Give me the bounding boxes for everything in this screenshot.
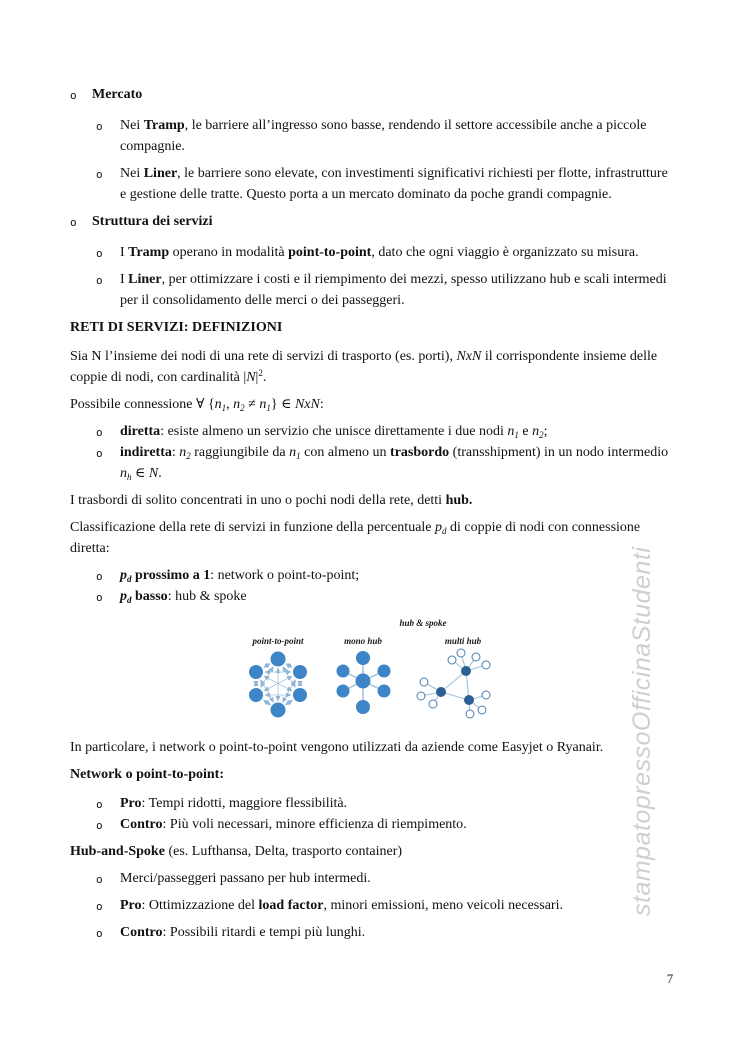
text-run: ≠ (244, 397, 260, 412)
text-flow-top (70, 84, 677, 607)
bullet-item-level2 (96, 242, 672, 263)
text-run: n (214, 397, 222, 412)
text-run: n (259, 397, 267, 412)
text-run: 2 (258, 368, 263, 378)
text-run: , le barriere all’ingresso sono basse, rendendo il settore accessibile anche a piccole compagnie. (120, 118, 647, 154)
text-run: Tramp (143, 118, 185, 133)
point-to-point-label: point-to-point (252, 636, 304, 646)
text-run: Hub-and-Spoke (70, 844, 165, 859)
text-run: Pro (120, 898, 142, 913)
text-flow-bottom (70, 737, 677, 943)
text-run: e (518, 424, 533, 439)
text-run: 1 (266, 403, 271, 413)
hub-and-spoke-group-label: hub & spoke (399, 618, 447, 628)
text-run: Contro (120, 817, 163, 832)
mono-hub-network (337, 651, 391, 714)
bullet-marker: o (96, 819, 103, 832)
text-run: n (289, 445, 297, 460)
text-run: Merci/passeggeri passano per hub intermedi. (120, 871, 371, 886)
text-run: basso (131, 589, 168, 604)
text-run: d (442, 526, 447, 536)
text-run: : hub & spoke (167, 589, 247, 604)
text-run: Nei (120, 118, 144, 133)
text-run: Mercato (92, 87, 143, 102)
multi-hub-label: multi hub (444, 636, 482, 646)
text-run: d (127, 595, 132, 605)
text-run: point-to-point (288, 245, 372, 260)
text-run: : network o point-to-point; (210, 568, 360, 583)
bullet-marker: o (96, 120, 103, 133)
text-run: 2 (539, 430, 544, 440)
paragraph (70, 737, 677, 758)
bullet-marker: o (96, 927, 103, 940)
text-run: : Più voli necessari, minore efficienza di riempimento. (162, 817, 467, 832)
network-types-figure (237, 613, 527, 731)
bullet-marker: o (96, 570, 103, 583)
text-run: n (179, 445, 187, 460)
text-run: hub. (445, 493, 473, 508)
bullet-item-level2 (96, 163, 672, 205)
text-run: : esiste almeno un servizio che unisce direttamente i due nodi (160, 424, 508, 439)
text-run: d (127, 574, 132, 584)
text-run: 1 (296, 451, 301, 461)
text-run: ; (543, 424, 548, 439)
text-run: : (319, 397, 324, 412)
text-run: I (120, 272, 129, 287)
bullet-marker: o (96, 426, 103, 439)
text-run: , dato che ogni viaggio è organizzato su misura. (371, 245, 639, 260)
text-run: p (435, 520, 443, 535)
text-run: n (532, 424, 540, 439)
text-run: , le barriere sono elevate, con investimenti significativi richiesti per flotte, infrastrutture e gestione delle tratte. Questo porta a un mercato dominato da poche grandi compagnie. (120, 166, 668, 202)
text-run: raggiungibile da (190, 445, 290, 460)
section-heading (70, 764, 677, 785)
bullet-item-level2 (96, 269, 672, 311)
text-run: prossimo a 1 (131, 568, 211, 583)
bullet-marker: o (70, 89, 77, 102)
document-body (70, 84, 677, 949)
text-run: p (120, 589, 127, 604)
bullet-item-level2 (96, 895, 672, 916)
text-run: Sia N l’insieme dei nodi di una rete di servizi di trasporto (es. porti), (70, 349, 457, 364)
text-run: Possibile connessione ∀ { (70, 397, 215, 412)
text-run: : Possibili ritardi e tempi più lunghi. (162, 925, 366, 940)
bullet-item-level2 (96, 586, 672, 607)
paragraph (70, 490, 677, 511)
multi-hub-hubs (436, 666, 474, 705)
text-run: di coppie di nodi con connessione diretta: (70, 520, 641, 556)
text-run: 2 (240, 403, 245, 413)
text-run: diretta (120, 424, 161, 439)
text-run: In particolare, i network o point-to-point vengono utilizzati da aziende come Easyjet o Ryanair. (70, 740, 604, 755)
bullet-item-level2 (96, 442, 672, 484)
text-run: RETI DI SERVIZI: DEFINIZIONI (70, 320, 283, 335)
text-run: I (120, 245, 129, 260)
watermark-text: stampatopressoOfficinaStudenti (628, 546, 656, 916)
text-run: 1 (221, 403, 227, 413)
text-run: il corrispondente insieme delle coppie di nodi, con cardinalità | (70, 349, 658, 385)
bullet-marker: o (96, 798, 103, 811)
bullet-item-level2 (96, 814, 672, 835)
multi-hub-network (417, 649, 490, 718)
text-run: . (158, 466, 162, 481)
text-run: indiretta (120, 445, 172, 460)
text-run: | (255, 370, 259, 385)
bullet-item-level1 (70, 211, 677, 232)
network-types-diagram (237, 613, 527, 731)
bullet-marker: o (96, 591, 103, 604)
text-run: trasbordo (390, 445, 450, 460)
text-run: con almeno un (300, 445, 391, 460)
bullet-marker: o (96, 247, 103, 260)
text-run: . (262, 370, 267, 385)
text-run: , minori emissioni, meno veicoli necessari. (323, 898, 563, 913)
page-number: 7 (666, 971, 674, 986)
text-run: NxN (294, 397, 320, 412)
text-run: : Tempi ridotti, maggiore flessibilità. (141, 796, 348, 811)
point-to-point-network (249, 652, 307, 718)
bullet-item-level1 (70, 84, 677, 105)
bullet-marker: o (96, 873, 103, 886)
text-run: (es. Lufthansa, Delta, trasporto container) (164, 844, 403, 859)
text-run: Nei (120, 166, 144, 181)
text-run: Contro (120, 925, 163, 940)
text-run: Liner (128, 272, 162, 287)
text-run: : (171, 445, 180, 460)
paragraph (70, 841, 677, 862)
text-run: } ∈ (270, 397, 295, 412)
text-run: , per ottimizzare i costi e il riempimento dei mezzi, spesso utilizzano hub e scali intermedi per il consolidamento delle merci o dei passeggeri. (120, 272, 667, 308)
bullet-marker: o (96, 447, 103, 460)
text-run: Struttura dei servizi (92, 214, 213, 229)
mono-hub-label: mono hub (344, 636, 382, 646)
bullet-item-level2 (96, 922, 672, 943)
bullet-item-level2 (96, 565, 672, 586)
text-run: n (507, 424, 515, 439)
text-run: Liner (143, 166, 178, 181)
bullet-marker: o (70, 216, 77, 229)
mono-hub-nodes (337, 651, 391, 714)
text-run: Tramp (128, 245, 170, 260)
bullet-marker: o (96, 900, 103, 913)
bullet-item-level2 (96, 115, 672, 157)
text-run: NxN (456, 349, 482, 364)
paragraph (70, 346, 677, 388)
text-run: N (148, 466, 159, 481)
text-run: , (226, 397, 234, 412)
text-run: N (246, 370, 256, 385)
bullet-item-level2 (96, 793, 672, 814)
section-heading (70, 317, 677, 338)
text-run: Classificazione della rete di servizi in funzione della percentuale (70, 520, 436, 535)
text-run: I trasbordi di solito concentrati in uno o pochi nodi della rete, detti (70, 493, 446, 508)
text-run: 1 (514, 430, 519, 440)
text-run: Pro (120, 796, 142, 811)
text-run: (transshipment) in un nodo intermedio (449, 445, 669, 460)
bullet-item-level2 (96, 421, 672, 442)
text-run: p (120, 568, 127, 583)
text-run: n (120, 466, 127, 481)
text-run: operano in modalità (169, 245, 289, 260)
multi-hub-satellites (417, 649, 490, 718)
bullet-marker: o (96, 274, 103, 287)
text-run: 2 (186, 451, 191, 461)
text-run: n (233, 397, 241, 412)
text-run: load factor (258, 898, 324, 913)
text-run: : Ottimizzazione del (141, 898, 259, 913)
bullet-item-level2 (96, 868, 672, 889)
text-run: ∈ (131, 466, 149, 481)
paragraph (70, 394, 677, 415)
paragraph (70, 517, 677, 559)
text-run: Network o point-to-point: (70, 767, 224, 782)
bullet-marker: o (96, 168, 103, 181)
text-run: h (127, 472, 132, 482)
